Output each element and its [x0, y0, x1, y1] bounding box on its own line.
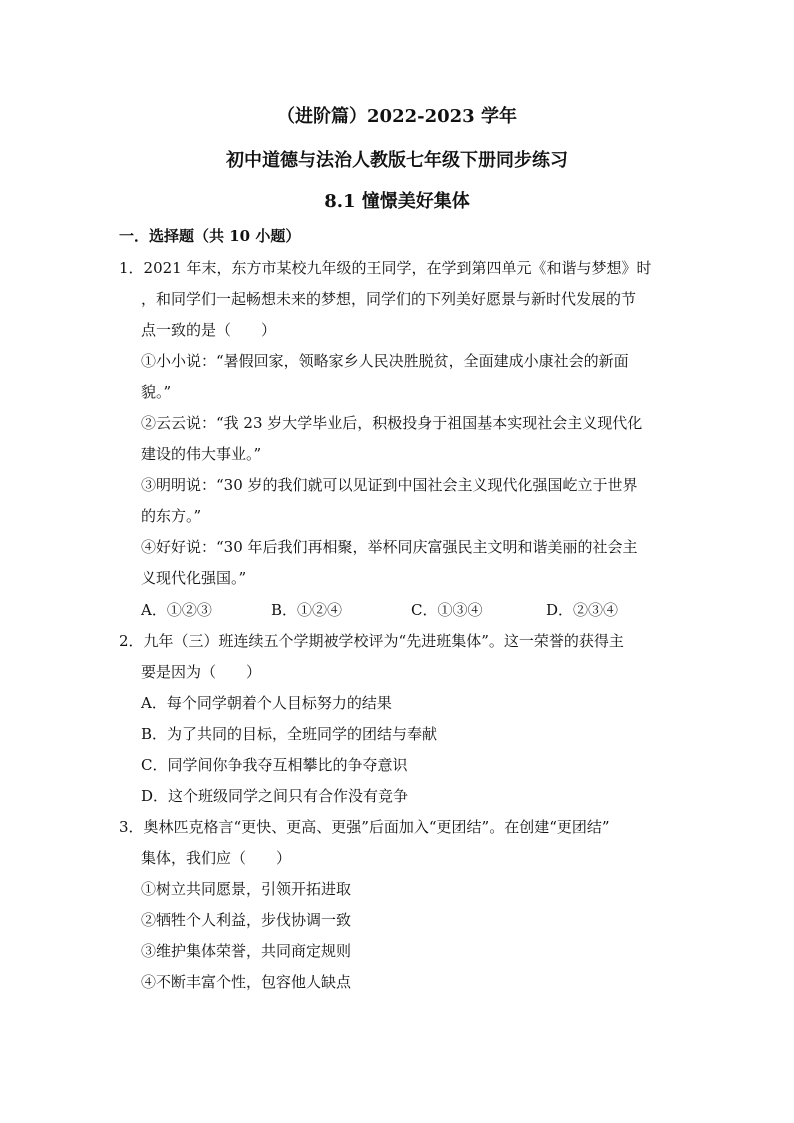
q1-statement-1b: 貌。” — [141, 383, 172, 401]
q2-stem-line1: 2．九年（三）班连续五个学期被学校评为“先进班集体”。这一荣誉的获得主 — [119, 632, 624, 650]
q3-statement-1: ①树立共同愿景，引领开拓进取 — [141, 880, 352, 898]
q1-options — [141, 599, 618, 621]
q1-statement-3a: ③明明说：“30 岁的我们就可以见证到中国社会主义现代化强国屹立于世界 — [141, 476, 638, 494]
q3-statement-3: ③维护集体荣誉，共同商定规则 — [141, 942, 352, 960]
q3-stem-line2: 集体，我们应（ ） — [141, 849, 292, 867]
q2-option-c: C．同学间你争我夺互相攀比的争夺意识 — [141, 756, 408, 774]
q1-stem-line3: 点一致的是（ ） — [141, 321, 277, 339]
section-heading: 一．选择题（共 10 小题） — [119, 227, 301, 245]
title-line-1: （进阶篇）2022-2023 学年 — [277, 106, 517, 127]
q1-option-d: D．②③④ — [546, 601, 619, 619]
q2-option-b: B．为了共同的目标，全班同学的团结与奉献 — [141, 725, 438, 743]
q2-option-d: D．这个班级同学之间只有合作没有竞争 — [141, 787, 409, 805]
q1-statement-2a: ②云云说：“我 23 岁大学毕业后，积极投身于祖国基本实现社会主义现代化 — [141, 414, 643, 432]
q1-stem-line1: 1．2021 年末，东方市某校九年级的王同学，在学到第四单元《和谐与梦想》时 — [119, 259, 652, 277]
q1-stem-line2: ，和同学们一起畅想未来的梦想，同学们的下列美好愿景与新时代发展的节 — [141, 290, 637, 308]
q3-statement-4: ④不断丰富个性，包容他人缺点 — [141, 973, 352, 991]
q1-statement-3b: 的东方。” — [141, 507, 202, 525]
q1-statement-1a: ①小小说：“暑假回家，领略家乡人民决胜脱贫，全面建成小康社会的新面 — [141, 352, 629, 370]
q1-statement-4b: 义现代化强国。” — [141, 569, 247, 587]
q1-option-c: C．①③④ — [411, 601, 483, 619]
title-line-2: 初中道德与法治人教版七年级下册同步练习 — [226, 150, 568, 171]
q1-option-a: A．①②③ — [141, 601, 212, 619]
q3-stem-line1: 3．奥林匹克格言“更快、更高、更强”后面加入“更团结”。在创建“更团结” — [119, 818, 610, 836]
q2-stem-line2: 要是因为（ ） — [141, 663, 262, 681]
q3-statement-2: ②牺牲个人利益，步伐协调一致 — [141, 911, 352, 929]
q1-statement-2b: 建设的伟大事业。” — [141, 445, 262, 463]
title-line-3: 8.1 憧憬美好集体 — [324, 191, 470, 212]
q1-option-b: B．①②④ — [271, 601, 343, 619]
q2-option-a: A．每个同学朝着个人目标努力的结果 — [141, 694, 392, 712]
q1-statement-4a: ④好好说：“30 年后我们再相聚，举杯同庆富强民主文明和谐美丽的社会主 — [141, 538, 638, 556]
